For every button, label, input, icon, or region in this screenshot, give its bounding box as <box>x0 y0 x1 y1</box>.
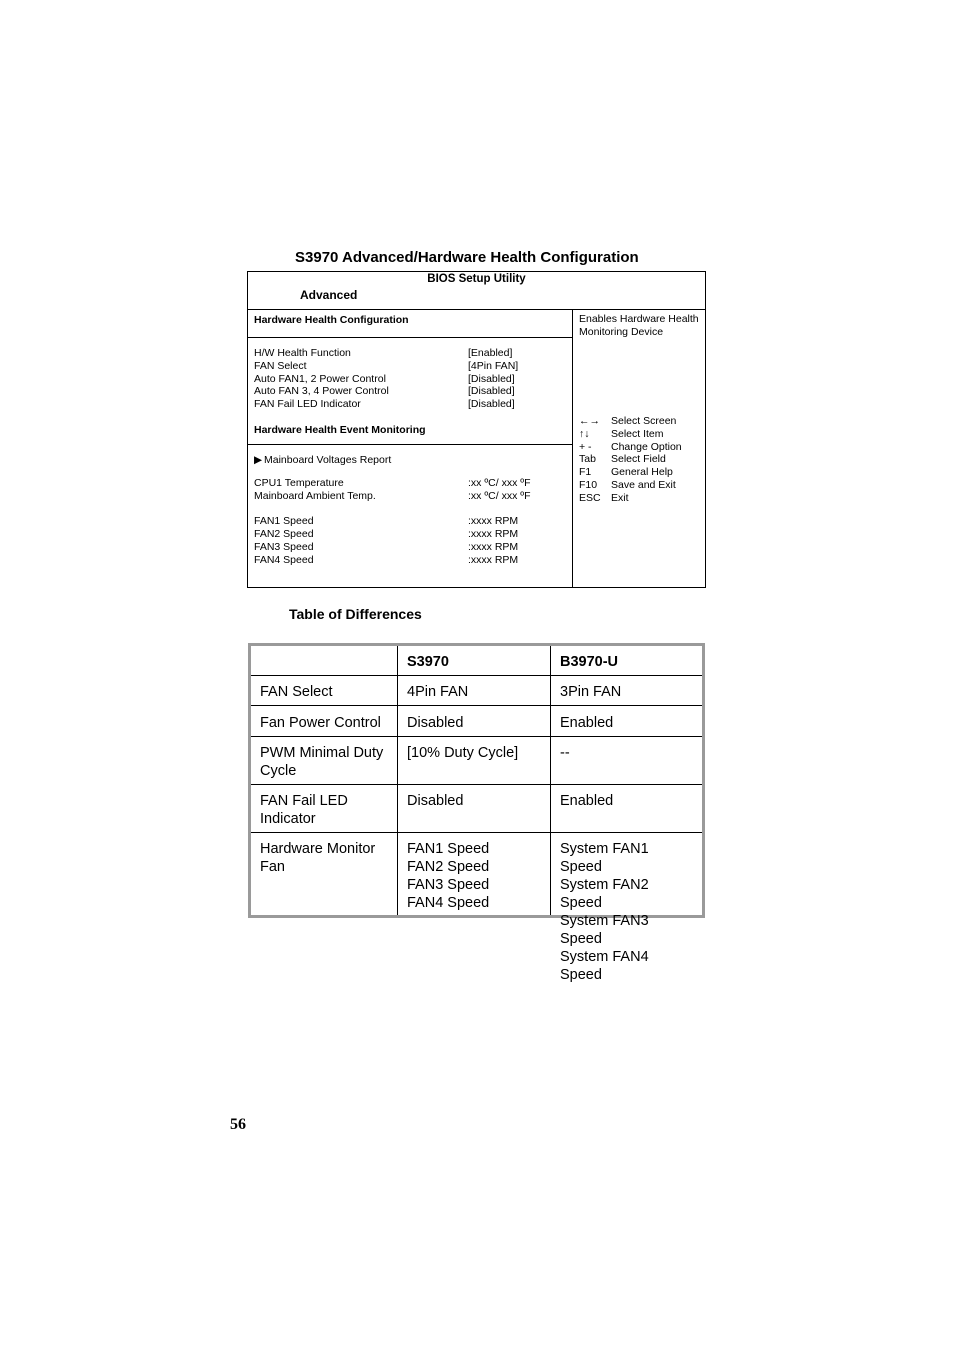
table-cell: Enabled <box>560 715 614 731</box>
table-cell: FAN Fail LED Indicator <box>260 793 348 827</box>
setting-value[interactable]: [4Pin FAN] <box>468 360 519 372</box>
divider <box>248 337 572 338</box>
reading-label: FAN1 Speed <box>254 515 314 527</box>
page-number: 56 <box>230 1116 246 1133</box>
reading-label: FAN3 Speed <box>254 541 314 553</box>
setting-value[interactable]: [Enabled] <box>468 347 513 359</box>
divider <box>248 444 572 445</box>
table-cell: 4Pin FAN <box>407 684 469 700</box>
reading-value: :xxxx RPM <box>468 554 519 566</box>
setting-fan-select[interactable] <box>254 360 574 373</box>
key-desc: Select Field <box>611 453 666 466</box>
setting-hw-health-function[interactable] <box>254 347 574 360</box>
key-legend-row <box>579 492 704 505</box>
table-cell: [10% Duty Cycle] <box>407 745 519 761</box>
left-right-arrow-icon: ←→ <box>579 415 600 427</box>
setting-value[interactable]: [Disabled] <box>468 373 515 385</box>
table-cell: Fan Power Control <box>260 715 381 731</box>
diff-table-title: Table of Differences <box>289 606 422 622</box>
key-name: F10 <box>579 478 598 491</box>
setting-label: H/W Health Function <box>254 347 351 359</box>
reading-label: FAN4 Speed <box>254 554 314 566</box>
tab-advanced[interactable]: Advanced <box>300 288 358 302</box>
key-legend-row <box>579 466 704 479</box>
table-cell: PWM Minimal Duty Cycle <box>260 745 384 779</box>
reading-label: CPU1 Temperature <box>254 477 344 489</box>
reading-value: :xxxx RPM <box>468 528 519 540</box>
up-down-arrow-icon: ↑↓ <box>579 427 590 440</box>
table-cell: Enabled <box>560 793 614 809</box>
table-cell: System FAN1 Speed System FAN2 Speed System FAN3 Speed System FAN4 Speed <box>560 841 649 983</box>
submenu-label: Mainboard Voltages Report <box>264 454 392 466</box>
table-header-cell: S3970 <box>407 654 449 670</box>
table-header-cell: B3970-U <box>560 654 619 670</box>
setting-value[interactable]: [Disabled] <box>468 398 515 410</box>
divider <box>251 675 702 676</box>
reading-value: :xx ºC/ xxx ºF <box>468 490 531 502</box>
key-desc: Save and Exit <box>611 478 676 491</box>
key-legend <box>579 415 704 505</box>
table-header-cell <box>251 646 269 658</box>
table-cell: FAN Select <box>260 684 333 700</box>
key-legend-row <box>579 415 704 428</box>
table-cell: -- <box>560 745 570 761</box>
submenu-arrow-icon: ▶ <box>254 454 263 466</box>
reading-mainboard-temp <box>254 490 574 503</box>
table-cell: Hardware Monitor Fan <box>260 841 376 875</box>
setting-label: Auto FAN 3, 4 Power Control <box>254 385 389 397</box>
reading-fan4-speed <box>254 554 574 567</box>
key-legend-row <box>579 441 704 454</box>
reading-value: :xxxx RPM <box>468 515 519 527</box>
setting-label: FAN Select <box>254 360 307 372</box>
key-name: + - <box>579 440 592 453</box>
reading-label: Mainboard Ambient Temp. <box>254 490 376 502</box>
key-desc: Change Option <box>611 440 682 453</box>
reading-value: :xx ºC/ xxx ºF <box>468 477 531 489</box>
key-legend-row <box>579 428 704 441</box>
reading-fan2-speed <box>254 528 574 541</box>
bios-screen <box>247 271 706 588</box>
bios-heading-event-monitoring: Hardware Health Event Monitoring <box>254 424 426 436</box>
setting-label: FAN Fail LED Indicator <box>254 398 361 410</box>
bios-heading-health-config: Hardware Health Configuration <box>254 314 409 326</box>
submenu-mainboard-voltages[interactable] <box>254 454 391 466</box>
section-title: S3970 Advanced/Hardware Health Configuration <box>295 249 639 266</box>
differences-table <box>248 643 705 983</box>
help-text: Enables Hardware Health Monitoring Device <box>579 313 699 338</box>
key-name: ESC <box>579 491 601 504</box>
table-cell: FAN1 Speed FAN2 Speed FAN3 Speed FAN4 Speed <box>407 841 490 911</box>
table-cell: Disabled <box>407 715 464 731</box>
key-desc: Exit <box>611 491 629 504</box>
setting-value[interactable]: [Disabled] <box>468 385 515 397</box>
setting-label: Auto FAN1, 2 Power Control <box>254 373 386 385</box>
reading-value: :xxxx RPM <box>468 541 519 553</box>
key-desc: Select Screen <box>611 415 677 427</box>
setting-auto-fan34-power[interactable] <box>254 385 574 398</box>
reading-label: FAN2 Speed <box>254 528 314 540</box>
table-cell: Disabled <box>407 793 464 809</box>
table-cell: 3Pin FAN <box>560 684 622 700</box>
key-legend-row <box>579 479 704 492</box>
reading-cpu1-temp <box>254 477 574 490</box>
reading-fan3-speed <box>254 541 574 554</box>
key-legend-row <box>579 453 704 466</box>
key-name: F1 <box>579 466 592 479</box>
reading-fan1-speed <box>254 515 574 528</box>
divider <box>248 309 705 310</box>
key-desc: General Help <box>611 466 673 479</box>
bios-utility-title: BIOS Setup Utility <box>427 273 526 285</box>
setting-fan-fail-led[interactable] <box>254 398 574 411</box>
key-name: Tab <box>579 453 596 466</box>
key-desc: Select Item <box>611 427 664 440</box>
